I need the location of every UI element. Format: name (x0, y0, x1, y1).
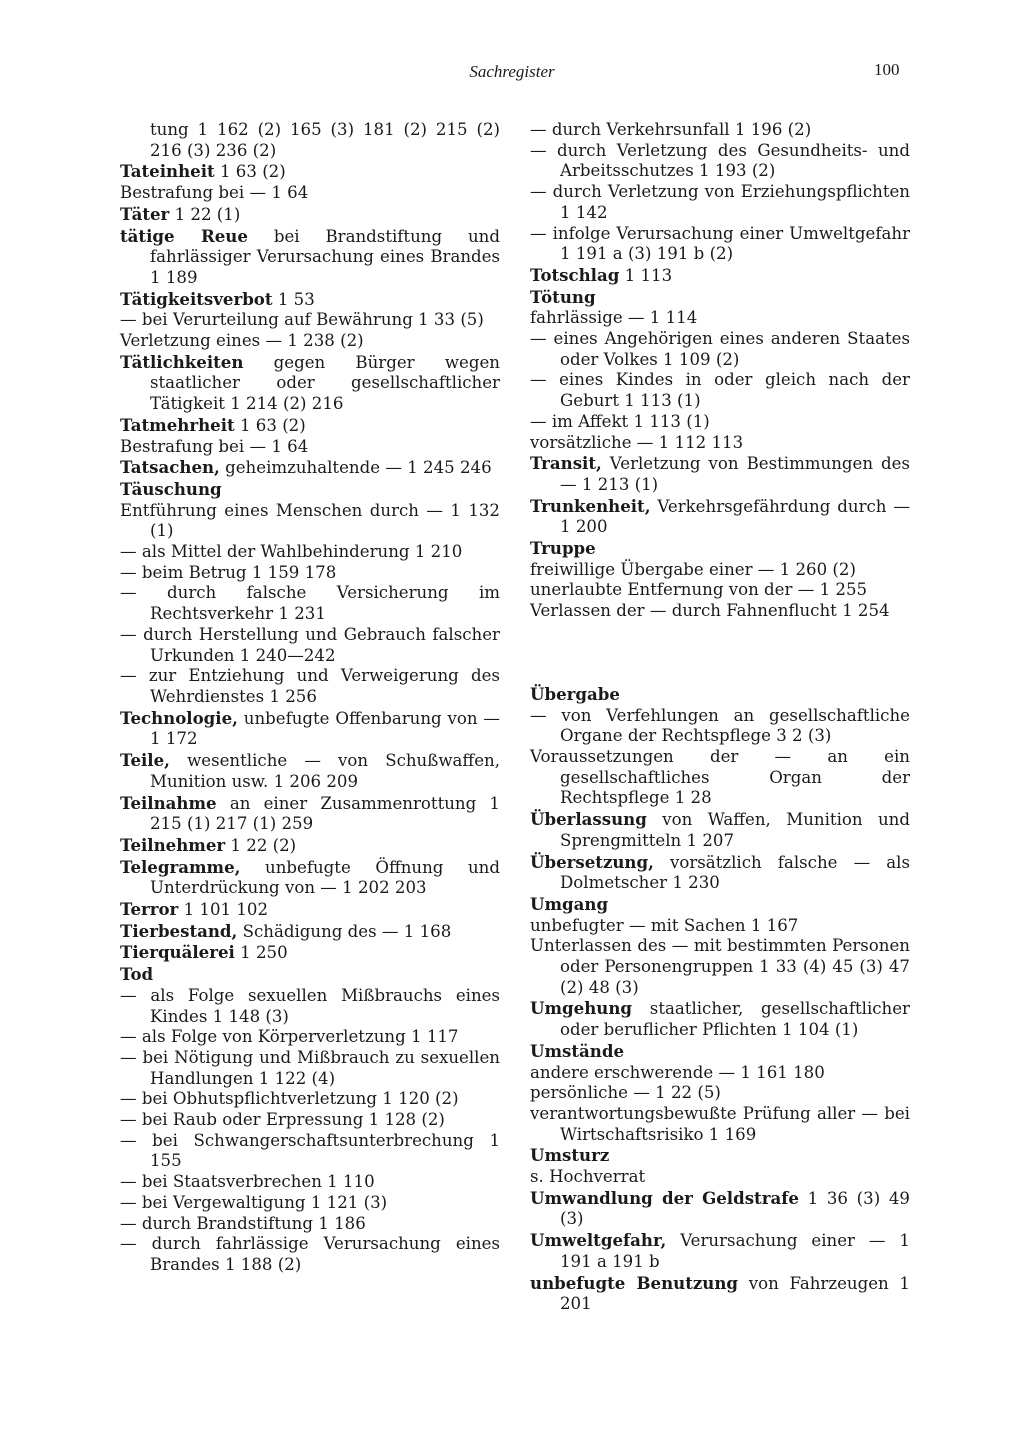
index-entry (120, 479, 500, 501)
index-reference: Verkehrsgefährdung durch — 1 200 (560, 496, 910, 537)
index-entry (530, 1041, 910, 1063)
index-reference: — bei Raub oder Erpressung 1 128 (2) (120, 1110, 445, 1130)
index-entry (530, 370, 910, 411)
index-reference: — eines Angehörigen eines anderen Staates oder Volkes 1 109 (2) (530, 329, 910, 369)
index-entry (120, 457, 500, 479)
index-keyword: Transit, (530, 453, 602, 474)
index-entry (530, 308, 910, 329)
index-entry (120, 835, 500, 857)
index-keyword: Tätigkeitsverbot (120, 288, 273, 309)
index-reference: Verursachung einer — 1 191 a 191 b (560, 1231, 910, 1271)
index-reference: — bei Schwangerschaftsunterbrechung 1 155 (120, 1130, 500, 1171)
index-reference: — bei Nötigung und Mißbrauch zu sexuellen Handlungen 1 122 (4) (120, 1047, 500, 1088)
index-entry (530, 894, 910, 916)
index-entry (530, 852, 910, 894)
index-keyword: Überlassung (530, 809, 647, 830)
index-keyword: Totschlag (530, 264, 620, 285)
index-reference: 1 63 (2) (214, 162, 286, 182)
index-reference: — bei Verurteilung auf Bewährung 1 33 (5) (120, 310, 484, 330)
index-entry (120, 1089, 500, 1110)
index-reference: — durch fahrlässige Verursachung eines Brandes 1 188 (2) (120, 1234, 500, 1274)
index-reference: persönliche — 1 22 (5) (530, 1083, 721, 1103)
index-entry (120, 964, 500, 986)
index-entry (530, 706, 910, 747)
index-entry (530, 1063, 910, 1084)
index-reference: Bestrafung bei — 1 64 (120, 183, 309, 203)
index-keyword: Technologie, (120, 707, 238, 728)
index-entry (120, 183, 500, 204)
index-keyword: Teile, (120, 750, 170, 771)
index-entry (120, 310, 500, 331)
index-entry (530, 182, 910, 223)
index-reference: Bestrafung bei — 1 64 (120, 436, 309, 456)
index-entry (530, 433, 910, 454)
index-entry (120, 415, 500, 437)
page-number: 100 (874, 60, 900, 79)
index-entry (530, 809, 910, 851)
index-entry (530, 580, 910, 601)
index-entry (530, 1167, 910, 1188)
left-column (120, 120, 500, 1276)
index-keyword: Umgang (530, 893, 609, 914)
index-keyword: Tierquälerei (120, 942, 235, 963)
index-reference: Verlassen der — durch Fahnenflucht 1 254 (530, 601, 890, 621)
index-keyword: Tatsachen, (120, 457, 220, 478)
index-reference: Entführung eines Menschen durch — 1 132 (1) (120, 500, 500, 541)
index-entry (530, 120, 910, 141)
index-keyword: Umstände (530, 1040, 625, 1061)
index-keyword: Tod (120, 964, 154, 985)
index-keyword: Tierbestand, (120, 920, 238, 941)
index-entry (120, 1193, 500, 1214)
index-entry (120, 204, 500, 226)
index-entry (530, 496, 910, 538)
section-gap (530, 622, 910, 684)
index-reference: — als Folge sexuellen Mißbrauchs eines Kindes 1 148 (3) (120, 985, 500, 1026)
index-entry (530, 141, 910, 182)
index-entry (530, 538, 910, 560)
index-reference: von Fahrzeugen 1 201 (560, 1273, 910, 1314)
index-reference: 1 22 (1) (169, 204, 241, 224)
index-reference: Schädigung des — 1 168 (237, 921, 452, 941)
index-keyword: Tätlichkeiten (120, 351, 244, 372)
index-keyword: Umwandlung der Geldstrafe (530, 1187, 799, 1208)
index-reference: — zur Entziehung und Verweigerung des Wehrdienstes 1 256 (120, 666, 500, 706)
index-reference: andere erschwerende — 1 161 180 (530, 1062, 825, 1082)
index-reference: fahrlässige — 1 114 (530, 308, 698, 328)
index-reference: staatlicher, gesellschaftlicher oder beruflicher Pflichten 1 104 (1) (560, 999, 910, 1040)
index-entry (530, 1188, 910, 1230)
index-reference: — von Verfehlungen an gesellschaftliche Organe der Rechtspflege 3 2 (3) (530, 705, 910, 746)
index-entry (120, 1131, 500, 1172)
index-reference: tung 1 162 (2) 165 (3) 181 (2) 215 (2) 216 (3) 236 (2) (150, 120, 500, 160)
index-keyword: Täter (120, 203, 170, 224)
index-reference: verantwortungsbewußte Prüfung aller — bei Wirtschaftsrisiko 1 169 (530, 1103, 910, 1144)
index-reference: unbefugter — mit Sachen 1 167 (530, 915, 799, 935)
index-reference: vorsätzlich falsche — als Dolmetscher 1 230 (560, 852, 910, 893)
index-entry (120, 1110, 500, 1131)
index-keyword: Telegramme, (120, 856, 241, 877)
index-reference: unbefugte Offenbarung von — 1 172 (150, 708, 500, 749)
index-keyword: Umweltgefahr, (530, 1230, 667, 1251)
index-entry (120, 563, 500, 584)
index-entry (530, 412, 910, 433)
index-keyword: Umgehung (530, 998, 632, 1019)
index-reference: Verletzung eines — 1 238 (2) (120, 331, 364, 351)
index-reference: unbefugte Öffnung und Unterdrückung von — 1 202 203 (150, 857, 500, 898)
index-reference: — durch Verletzung des Gesundheits- und Arbeitsschutzes 1 193 (2) (530, 140, 910, 181)
index-entry (120, 625, 500, 666)
index-keyword: Truppe (530, 538, 596, 559)
index-reference: an einer Zusammenrottung 1 215 (1) 217 (1) 259 (150, 793, 500, 834)
index-entry (530, 1104, 910, 1145)
index-reference: wesentliche — von Schußwaffen, Munition usw. 1 206 209 (150, 751, 500, 791)
index-reference: gegen Bürger wegen staatlicher oder gesellschaftlicher Tätigkeit 1 214 (2) 216 (150, 352, 500, 414)
index-reference: s. Hochverrat (530, 1167, 646, 1187)
index-reference: 1 113 (619, 265, 673, 285)
index-entry (120, 857, 500, 899)
index-entry (530, 936, 910, 998)
index-entry (120, 120, 500, 161)
index-keyword: Tötung (530, 286, 596, 307)
index-reference: Verletzung von Bestimmungen des — 1 213 (1) (560, 454, 910, 494)
index-entry (530, 560, 910, 581)
index-entry (120, 793, 500, 835)
index-entry (530, 1083, 910, 1104)
index-entry (530, 601, 910, 622)
index-reference: — bei Staatsverbrechen 1 110 (120, 1172, 375, 1192)
index-reference: 1 101 102 (178, 900, 269, 920)
index-entry (120, 1172, 500, 1193)
index-reference: — als Mittel der Wahlbehinderung 1 210 (120, 542, 463, 562)
index-keyword: Tateinheit (120, 161, 215, 182)
index-reference: — im Affekt 1 113 (1) (530, 411, 710, 431)
index-reference: — bei Vergewaltigung 1 121 (3) (120, 1192, 388, 1212)
index-reference: — durch Brandstiftung 1 186 (120, 1213, 366, 1233)
index-reference: Unterlassen des — mit bestimmten Personen oder Personengruppen 1 33 (4) 45 (3) 47 (2) 48 (3) (530, 936, 910, 997)
index-entry (120, 501, 500, 542)
index-entry (120, 161, 500, 183)
index-entry (120, 708, 500, 750)
index-entry (530, 1145, 910, 1167)
index-reference: — durch Herstellung und Gebrauch falscher Urkunden 1 240—242 (120, 624, 500, 665)
index-reference: bei Brandstiftung und fahrlässiger Verursachung eines Brandes 1 189 (150, 226, 500, 287)
index-reference: 1 250 (234, 943, 288, 963)
index-reference: von Waffen, Munition und Sprengmitteln 1 207 (560, 810, 910, 850)
index-entry (120, 666, 500, 707)
index-reference: 1 63 (2) (234, 415, 306, 435)
index-entry (530, 265, 910, 287)
index-reference: 1 22 (2) (225, 835, 297, 855)
index-reference: geheimzuhaltende — 1 245 246 (219, 458, 492, 478)
index-reference: 1 53 (272, 289, 315, 309)
index-entry (120, 921, 500, 943)
index-entry (530, 224, 910, 265)
index-keyword: Tatmehrheit (120, 414, 235, 435)
index-keyword: Terror (120, 899, 179, 920)
index-entry (120, 1027, 500, 1048)
index-entry (120, 1234, 500, 1275)
index-entry (120, 1048, 500, 1089)
index-keyword: Übersetzung, (530, 851, 654, 872)
index-keyword: Teilnahme (120, 792, 217, 813)
index-entry (120, 331, 500, 352)
index-entry (530, 1230, 910, 1272)
index-reference: — durch Verkehrsunfall 1 196 (2) (530, 120, 812, 139)
index-keyword: Trunkenheit, (530, 495, 651, 516)
index-reference: — als Folge von Körperverletzung 1 117 (120, 1027, 459, 1047)
index-entry (120, 583, 500, 624)
index-entry (530, 916, 910, 937)
index-reference: — eines Kindes in oder gleich nach der Geburt 1 113 (1) (530, 370, 910, 411)
index-entry (120, 542, 500, 563)
index-reference: — bei Obhutspflichtverletzung 1 120 (2) (120, 1089, 459, 1109)
index-entry (120, 1214, 500, 1235)
index-keyword: tätige Reue (120, 225, 248, 246)
index-reference: Voraussetzungen der — an ein gesellschaftliches Organ der Rechtspflege 1 28 (530, 746, 910, 808)
index-entry (530, 684, 910, 706)
index-keyword: Umsturz (530, 1145, 610, 1166)
index-entry (530, 329, 910, 370)
index-keyword: unbefugte Benutzung (530, 1272, 739, 1293)
index-entry (530, 747, 910, 809)
index-reference: — durch falsche Versicherung im Rechtsverkehr 1 231 (120, 583, 500, 624)
index-reference: vorsätzliche — 1 112 113 (530, 432, 744, 452)
running-title: Sachregister (469, 62, 555, 81)
index-entry (530, 453, 910, 495)
index-entry (530, 1273, 910, 1315)
index-entry (120, 942, 500, 964)
index-reference: — beim Betrug 1 159 178 (120, 562, 337, 582)
index-reference: 1 36 (3) 49 (3) (560, 1188, 910, 1229)
index-reference: freiwillige Übergabe einer — 1 260 (2) (530, 559, 856, 579)
index-keyword: Täuschung (120, 478, 222, 499)
index-keyword: Übergabe (530, 683, 620, 704)
index-entry (120, 289, 500, 311)
right-column (530, 120, 910, 1315)
index-entry (120, 352, 500, 415)
index-reference: — durch Verletzung von Erziehungspflichten 1 142 (530, 182, 910, 222)
index-reference: unerlaubte Entfernung von der — 1 255 (530, 580, 868, 600)
index-keyword: Teilnehmer (120, 834, 226, 855)
index-entry (120, 986, 500, 1027)
index-entry (120, 437, 500, 458)
index-entry (530, 287, 910, 309)
index-entry (120, 899, 500, 921)
index-entry (530, 998, 910, 1040)
index-entry (120, 226, 500, 289)
index-entry (120, 750, 500, 792)
index-reference: — infolge Verursachung einer Umweltgefahr 1 191 a (3) 191 b (2) (530, 223, 910, 264)
